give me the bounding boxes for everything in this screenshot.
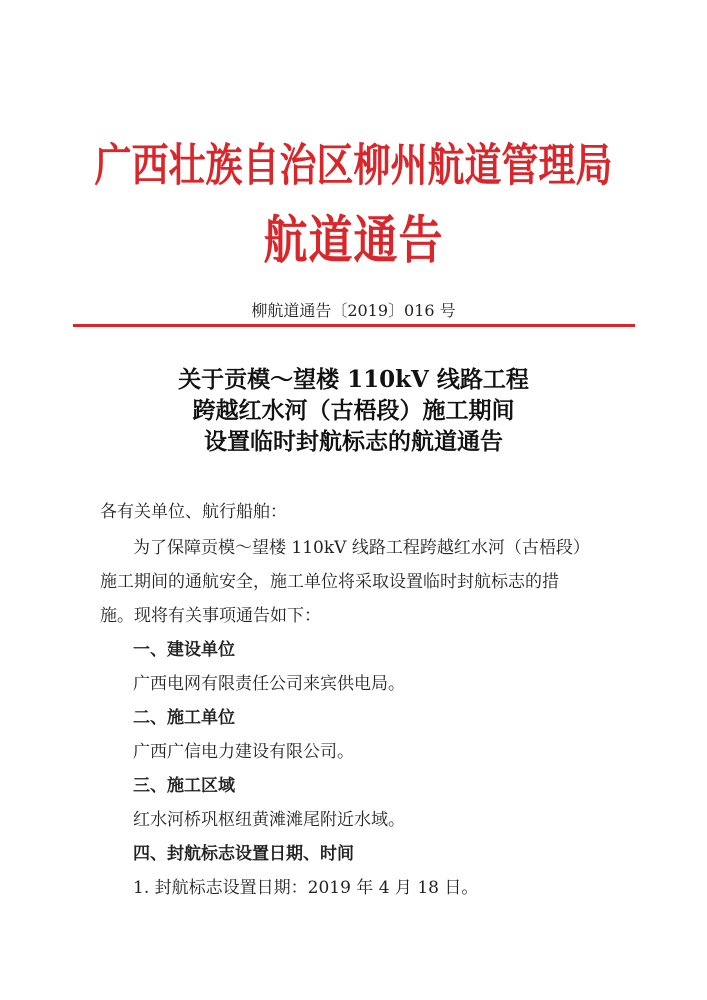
section-text-4: 1. 封航标志设置日期：2019 年 4 月 18 日。	[133, 878, 479, 898]
section-text-2: 广西广信电力建设有限公司。	[133, 742, 354, 762]
section-heading-1: 一、建设单位	[133, 640, 235, 660]
section-text-1: 广西电网有限责任公司来宾供电局。	[133, 674, 405, 694]
notice-subject	[0, 364, 707, 457]
notice-type-title: 航道通告	[263, 210, 444, 272]
section-heading-2: 二、施工单位	[133, 708, 235, 728]
section-heading-3: 三、施工区域	[133, 776, 235, 796]
document-number: 柳航道通告〔2019〕016 号	[251, 301, 456, 320]
salutation: 各有关单位、航行船舶：	[100, 502, 287, 522]
red-divider-line	[73, 324, 635, 327]
intro-line-2: 施工期间的通航安全，施工单位将采取设置临时封航标志的措	[100, 572, 559, 592]
subject-line-2: 跨越红水河（古梧段）施工期间	[192, 397, 515, 424]
intro-line-3: 施。现将有关事项通告如下：	[100, 606, 321, 626]
subject-line-1: 关于贡模～望楼 110kV 线路工程	[178, 366, 529, 393]
organization-name: 广西壮族自治区柳州航道管理局	[94, 137, 613, 192]
intro-line-1: 为了保障贡模～望楼 110kV 线路工程跨越红水河（古梧段）	[133, 538, 590, 558]
section-heading-4: 四、封航标志设置日期、时间	[133, 844, 354, 864]
section-text-3: 红水河桥巩枢纽黄滩滩尾附近水域。	[133, 810, 405, 830]
subject-line-3: 设置临时封航标志的航道通告	[204, 428, 503, 455]
